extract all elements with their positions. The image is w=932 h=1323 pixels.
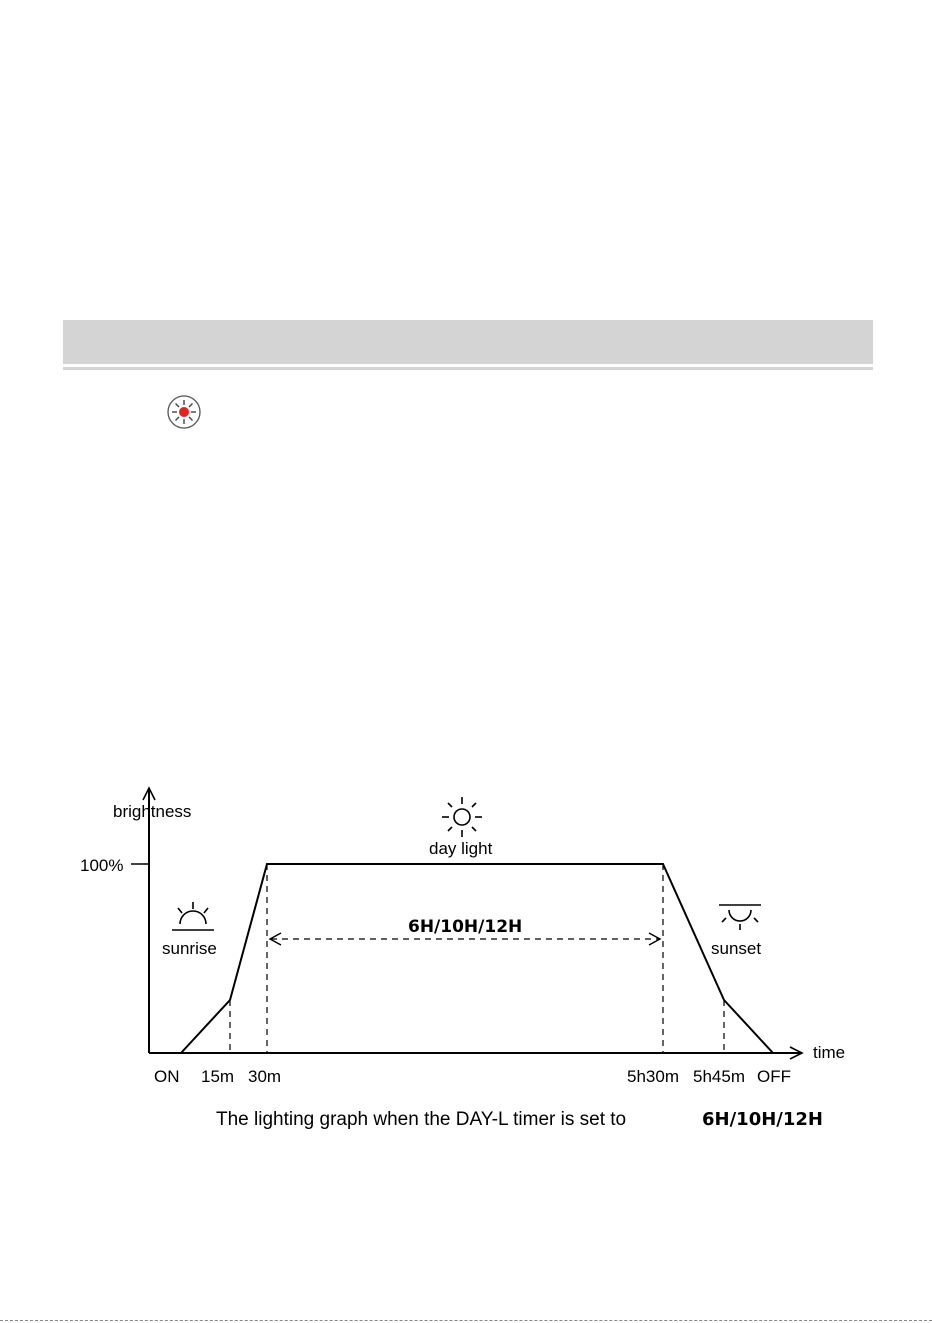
page-bottom-edge [0, 1320, 932, 1322]
x-tick-15m: 15m [201, 1067, 235, 1086]
lighting-graph [0, 760, 932, 1180]
brightness-curve [181, 864, 773, 1053]
x-tick-on: ON [154, 1067, 180, 1086]
x-axis-label: time [813, 1043, 846, 1062]
x-tick-5h30m: 5h30m [627, 1067, 679, 1086]
sunset-icon [719, 905, 761, 930]
x-tick-30m: 30m [248, 1067, 282, 1086]
graph-caption-value: 6H/10H/12H [702, 1109, 823, 1130]
phase-label-sunset: sunset [711, 939, 762, 958]
section-divider [63, 367, 873, 370]
y-axis-label: brightness [113, 802, 192, 821]
sunrise-icon [172, 902, 214, 930]
phase-label-sunrise: sunrise [162, 939, 217, 958]
section-header-bar [63, 320, 873, 364]
duration-label: 6H/10H/12H [408, 917, 523, 937]
x-tick-5h45m: 5h45m [693, 1067, 745, 1086]
phase-label-daylight: day light [429, 839, 493, 858]
led-indicator-icon [166, 394, 202, 430]
sun-icon [442, 797, 482, 837]
graph-caption: The lighting graph when the DAY-L timer is set to [216, 1109, 627, 1130]
x-tick-off: OFF [757, 1067, 791, 1086]
y-tick-label: 100% [80, 856, 124, 875]
